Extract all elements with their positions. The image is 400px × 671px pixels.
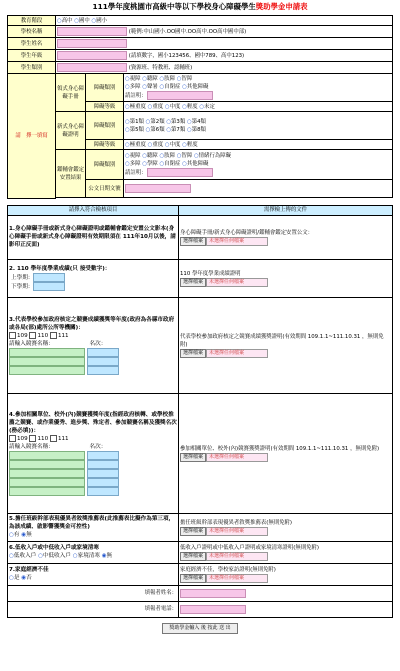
- q1-label: 1.身心障礙手冊或新式身心障礙證明或鑑輔會鑑定安置公文影本(身心障礙手冊或新式身心障礙證明有效期限須在 111年10月以後，請影印正反面): [9, 226, 176, 248]
- q1-text: [8, 215, 179, 259]
- g1-level-radio[interactable]: ○: [164, 103, 170, 110]
- q1-upload: [179, 215, 393, 259]
- g2-radio[interactable]: ○: [125, 118, 130, 125]
- q4-comp-input[interactable]: [9, 487, 85, 496]
- g2-radio[interactable]: ○: [145, 126, 151, 133]
- q3-year-checkbox[interactable]: [29, 332, 36, 339]
- q6-opt3: 家境清寒: [77, 553, 100, 559]
- g3-t4: 智障: [181, 153, 193, 159]
- group2-type-label: 障礙類別: [86, 112, 124, 140]
- q7-radio-yes[interactable]: ○: [9, 575, 14, 581]
- q3-file-button[interactable]: 選擇檔案: [180, 349, 206, 358]
- q2-file-name: 未選擇任何檔案: [206, 278, 268, 287]
- g1-l1: 極重度: [129, 103, 146, 110]
- g1-radio[interactable]: ○: [125, 84, 130, 90]
- q3-rank-input[interactable]: [87, 348, 119, 357]
- q5-text: [8, 513, 179, 541]
- q1-right-text: 身心障礙手冊/新式身心障礙證明/鑑輔會鑑定安置公文：: [180, 229, 314, 236]
- g3-radio[interactable]: ○: [159, 153, 165, 159]
- g3-t3: 肢障: [164, 153, 175, 159]
- g2-t1: 第1類: [129, 118, 144, 125]
- q6-file-button[interactable]: 選擇檔案: [180, 552, 206, 561]
- group1-level-label: 障礙等級: [86, 102, 124, 112]
- q2-upload: [179, 259, 393, 297]
- g2-t3: 第3類: [171, 118, 186, 125]
- student-name-label: 學生姓名: [8, 38, 56, 50]
- g3-t6: 多障: [129, 161, 141, 167]
- q1-file-name: 未選擇任何檔案: [206, 237, 268, 246]
- q2-upper-input[interactable]: [33, 273, 65, 282]
- grade-field: [56, 50, 393, 62]
- g1-l5: 未定: [204, 103, 215, 110]
- q6-text: [8, 541, 179, 563]
- group1-types: [124, 74, 393, 102]
- school-name-hint: (範例:中山國小.OO國中.OO高中.OO高中國中部): [128, 29, 247, 35]
- q5-opt2: 無: [26, 532, 32, 538]
- q5-radio-no[interactable]: ◉: [21, 532, 27, 538]
- edu-stage-label: 教育階段: [8, 16, 56, 26]
- q4-file-button[interactable]: 選擇檔案: [180, 453, 206, 462]
- edu-opt-1: 高中: [61, 17, 73, 24]
- title-main: 111學年度桃園市高級中等以下學校身心障礙學生: [92, 2, 256, 11]
- g1-t5: 多障: [129, 84, 141, 90]
- g1-radio[interactable]: ○: [142, 84, 147, 90]
- q2-file-button[interactable]: 選擇檔案: [180, 278, 206, 287]
- q4-comp-input[interactable]: [9, 478, 85, 487]
- student-name-input[interactable]: [57, 39, 127, 48]
- filler-name-input[interactable]: [180, 589, 246, 598]
- checklist-table: [7, 205, 393, 618]
- q3-rank-input[interactable]: [87, 357, 119, 366]
- g3-radio[interactable]: ○: [142, 161, 147, 167]
- q3-rank-input[interactable]: [87, 366, 119, 375]
- form-title: [0, 0, 400, 14]
- filler-name-label: 填報者姓名：: [8, 585, 179, 601]
- q2-label: 2. 110 學年度學業成績(只 接受數字)：: [9, 266, 111, 272]
- q5-label: 5.擔任班級幹部表現優異者敘獎推薦表(此推薦表比擬作為第三項，為該成績、啟影響獲獎金可控性): [9, 516, 175, 530]
- school-name-input[interactable]: [57, 27, 127, 36]
- group2-level-label: 障礙等級: [86, 140, 124, 150]
- g2-radio[interactable]: ○: [186, 118, 192, 125]
- header-right: 需擇檢上傳的文件: [179, 205, 393, 215]
- g2-level-radio[interactable]: ○: [164, 141, 170, 148]
- q1-file-button[interactable]: 選擇檔案: [180, 237, 206, 246]
- q4-rank-input[interactable]: [87, 451, 119, 460]
- q5-upload: [179, 513, 393, 541]
- q2-lower-label: 下學期：: [11, 284, 34, 290]
- category-hint: (資源班、特教班、認輔班): [128, 65, 193, 71]
- g3-t9: 其他障礙: [186, 161, 209, 167]
- q4-upload: [179, 393, 393, 513]
- g1-t8: 其他障礙: [186, 84, 209, 90]
- g2-t6: 第6類: [150, 126, 165, 133]
- g1-radio[interactable]: ○: [159, 84, 165, 90]
- q3-label: 3.代表學校參加政府核定之競賽成績獲獎等年度(政府為各縣市政府或各局(部)處所公所等機關)：: [9, 316, 175, 331]
- g1-t7: 自閉症: [164, 84, 181, 90]
- g3-t1: 視障: [129, 153, 141, 159]
- g1-radio[interactable]: ○: [142, 76, 147, 82]
- q6-opt4: 無: [106, 553, 113, 559]
- group3-types: [124, 150, 393, 180]
- q4-text: [8, 393, 179, 513]
- q3-upload: [179, 297, 393, 393]
- q3-text: [8, 297, 179, 393]
- q2-upper-label: 上學期：: [11, 275, 34, 281]
- g1-radio[interactable]: ○: [176, 76, 182, 82]
- group1-levels: [124, 102, 393, 112]
- g3-radio[interactable]: ○: [193, 153, 199, 159]
- filler-phone-field: [179, 601, 393, 617]
- grade-label: 學生年級: [8, 50, 56, 62]
- g2-t8: 第8類: [191, 126, 206, 133]
- category-input[interactable]: [57, 63, 127, 72]
- q7-opt1: 是: [13, 575, 20, 581]
- q7-right-text: 家庭經濟不佳，學校家訪證明(無則免附): [180, 566, 276, 573]
- q2-right-text: 110 學年度學業成績證明: [180, 270, 241, 277]
- g2-radio[interactable]: ○: [166, 126, 172, 133]
- g3-t5: 情緒行為障礙: [198, 153, 232, 159]
- g2-radio[interactable]: ○: [145, 118, 151, 125]
- grade-hint: (請填數字，國小123456、國中789、高中123): [128, 53, 245, 59]
- q7-opt2: 否: [26, 575, 32, 581]
- q5-file-name: 未選擇任何檔案: [206, 527, 268, 536]
- q4-rank-input[interactable]: [87, 469, 119, 478]
- q7-file-name: 未選擇任何檔案: [206, 574, 268, 583]
- q4-comp-input[interactable]: [9, 469, 85, 478]
- q5-right-text: 擔任班級幹部表現優異者敘獎推薦表(無則免附): [180, 519, 293, 526]
- q3-year-checkbox[interactable]: [9, 332, 16, 339]
- g1-fill-label: 請註明：: [125, 93, 147, 99]
- g3-t7: 學障: [146, 161, 158, 167]
- group3-doc-field: [124, 180, 393, 198]
- category-field: [56, 62, 393, 74]
- q2-lower-input[interactable]: [33, 282, 65, 291]
- g2-level-radio[interactable]: ○: [147, 141, 153, 148]
- q6-radio-none[interactable]: ◉: [101, 553, 107, 559]
- category-label: 學生類別: [8, 62, 56, 74]
- submit-button[interactable]: 獎助學金輸入 後 按此 送 出: [162, 623, 238, 634]
- q4-label: 4.參加相關單位、校外(內)競賽獲獎年度(指經政府核轉、或學校推薦之競賽、或作業優秀、進步獎、殊定者、參加競賽名稱及獲獎名次(務必填))：: [9, 411, 177, 434]
- g1-radio[interactable]: ○: [125, 76, 130, 82]
- edu-opt-2: 國中: [78, 17, 90, 24]
- student-info-table: [7, 15, 393, 199]
- g2-l2: 重度: [152, 141, 164, 148]
- q3-comp-input[interactable]: [9, 357, 85, 366]
- q5-file-button[interactable]: 選擇檔案: [180, 527, 206, 536]
- group1-label: 領式身心障礙手冊: [56, 74, 86, 112]
- q3-comp-input[interactable]: [9, 348, 85, 357]
- g3-t8: 自閉症: [164, 161, 181, 167]
- g3-fill-input[interactable]: [147, 168, 213, 177]
- filler-phone-label: 填報者電話：: [8, 601, 179, 617]
- g1-l3: 中度: [169, 103, 181, 110]
- q4-comp-input[interactable]: [9, 460, 85, 469]
- group3-doc-label: 公文日期文號: [86, 180, 124, 198]
- school-name-field: [56, 26, 393, 38]
- g2-radio[interactable]: ○: [166, 118, 172, 125]
- q3-year-checkbox[interactable]: [50, 332, 57, 339]
- q6-opt1: 低收入戶: [13, 553, 37, 559]
- g1-radio[interactable]: ○: [159, 76, 165, 82]
- q5-radio-yes[interactable]: ○: [9, 532, 14, 538]
- student-name-field: [56, 38, 393, 50]
- g3-t2: 聽障: [146, 153, 158, 159]
- title-accent: 獎助學金申請表: [255, 2, 308, 11]
- q6-radio[interactable]: ○: [9, 553, 14, 559]
- g1-l4: 輕度: [186, 103, 198, 110]
- edu-opt-3: 國小: [96, 17, 107, 24]
- q3-comp-label: 請輸入競賽名稱：: [9, 340, 54, 347]
- q4-y3: 111: [57, 435, 69, 442]
- g3-radio[interactable]: ○: [142, 153, 147, 159]
- g2-l1: 極重度: [129, 141, 146, 148]
- g3-radio[interactable]: ○: [182, 161, 187, 167]
- radio-junior-high[interactable]: ○: [74, 17, 79, 24]
- g3-doc-input[interactable]: [125, 184, 191, 193]
- g3-fill-label: 請註明：: [125, 170, 147, 176]
- q7-radio-no[interactable]: ◉: [21, 575, 27, 581]
- g2-t7: 第7類: [171, 126, 186, 133]
- q6-file-name: 未選擇任何檔案: [206, 552, 268, 561]
- q3-right-text: 代表學校參加政府核定之競賽成績獲獎證明(有效期間 109.1.1~111.10.31 ，無則免附): [180, 333, 384, 348]
- g3-radio[interactable]: ○: [125, 161, 130, 167]
- q3-comp-input[interactable]: [9, 366, 85, 375]
- school-name-label: 學校名稱: [8, 26, 56, 38]
- g1-t2: 聽障: [146, 76, 158, 82]
- q6-opt2: 中低收入戶: [42, 553, 71, 559]
- filler-name-field: [179, 585, 393, 601]
- g2-l3: 中度: [169, 141, 181, 148]
- q3-y3: 111: [57, 332, 69, 339]
- g2-level-radio[interactable]: ○: [182, 141, 187, 148]
- group2-label: 新式身心障礙證明: [56, 112, 86, 150]
- q4-file-name: 未選擇任何檔案: [206, 453, 268, 462]
- grade-input[interactable]: [57, 51, 127, 60]
- radio-senior-high[interactable]: ○: [57, 17, 62, 24]
- group2-levels: [124, 140, 393, 150]
- g2-radio[interactable]: ○: [125, 126, 130, 133]
- q6-radio[interactable]: ○: [72, 553, 78, 559]
- g1-level-radio[interactable]: ○: [199, 103, 205, 110]
- q4-comp-input[interactable]: [9, 451, 85, 460]
- q7-file-button[interactable]: 選擇檔案: [180, 574, 206, 583]
- g1-l2: 重度: [152, 103, 164, 110]
- g2-radio[interactable]: ○: [186, 126, 192, 133]
- q4-rank-input[interactable]: [87, 478, 119, 487]
- q3-file-name: 未選擇任何檔案: [206, 349, 268, 358]
- q4-year-checkbox[interactable]: [29, 435, 36, 442]
- g2-t2: 第2類: [150, 118, 165, 125]
- q2-text: [8, 259, 179, 297]
- q4-comp-label: 請輸入競賽名稱：: [9, 443, 54, 450]
- g1-fill-input[interactable]: [147, 91, 213, 100]
- g1-t6: 聲暑: [146, 84, 158, 90]
- q7-text: [8, 563, 179, 585]
- g3-radio[interactable]: ○: [176, 153, 182, 159]
- group2-types: [124, 112, 393, 140]
- q4-rank-input[interactable]: [87, 460, 119, 469]
- g2-t4: 第4類: [191, 118, 206, 125]
- filler-phone-input[interactable]: [180, 605, 246, 614]
- q6-right-text: 低收入戶證明或中低收入戶證明或家境清寒證明(無則免附): [180, 544, 319, 551]
- g1-t1: 視障: [129, 76, 141, 82]
- q4-right-text: 參加相關單位、校外(內)競賽獲獎證明(有效期間 109.1.1~111.10.31 ，無則免附): [180, 445, 380, 452]
- apply-label: 請 擇一填寫: [8, 74, 56, 199]
- q4-year-checkbox[interactable]: [9, 435, 16, 442]
- q4-rank-label: 名次：: [89, 443, 107, 450]
- g1-t4: 智障: [181, 76, 193, 82]
- g3-radio[interactable]: ○: [125, 153, 130, 159]
- group3-label: 鑑輔會鑑定安置結果: [56, 150, 86, 198]
- g1-t3: 肢障: [164, 76, 175, 82]
- q7-label: 7.家庭經濟不佳: [9, 567, 49, 573]
- q4-y2: 110: [37, 435, 49, 442]
- q6-upload: [179, 541, 393, 563]
- g2-level-radio[interactable]: ○: [125, 141, 130, 148]
- radio-elementary[interactable]: ○: [91, 17, 97, 24]
- group3-type-label: 障礙類別: [86, 150, 124, 180]
- header-left: 請擇入符合檢核項目: [8, 205, 179, 215]
- q4-rank-input[interactable]: [87, 487, 119, 496]
- g2-l4: 輕度: [186, 141, 198, 148]
- q7-upload: [179, 563, 393, 585]
- g2-t5: 第5類: [129, 126, 144, 133]
- q3-y1: 109: [17, 332, 28, 339]
- q3-rank-label: 名次：: [89, 340, 107, 347]
- g1-level-radio[interactable]: ○: [182, 103, 187, 110]
- g1-level-radio[interactable]: ○: [147, 103, 153, 110]
- q6-radio[interactable]: ○: [38, 553, 43, 559]
- q5-opt1: 有: [13, 532, 20, 538]
- q4-y1: 109: [17, 435, 28, 442]
- q6-label: 6.低收入戶或中低收入戶或家境清寒: [9, 545, 99, 551]
- g1-level-radio[interactable]: ○: [125, 103, 130, 110]
- group1-type-label: 障礙類別: [86, 74, 124, 102]
- q4-year-checkbox[interactable]: [50, 435, 57, 442]
- g1-radio[interactable]: ○: [182, 84, 187, 90]
- edu-stage-field: [56, 16, 393, 26]
- g3-radio[interactable]: ○: [159, 161, 165, 167]
- q3-y2: 110: [37, 332, 49, 339]
